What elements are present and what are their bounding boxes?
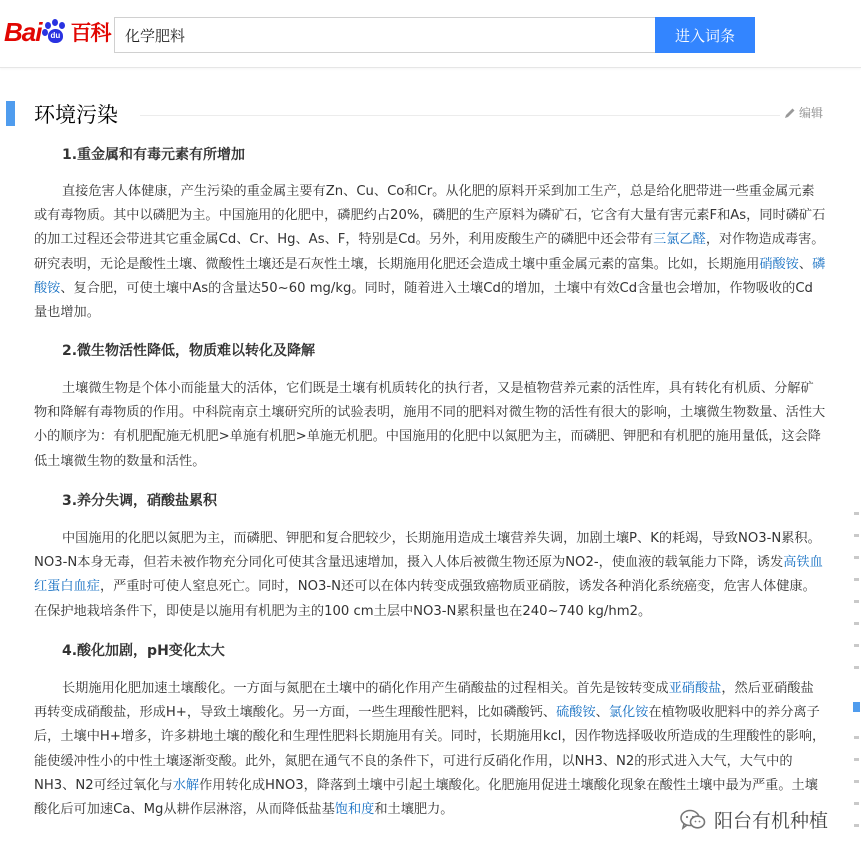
search-input[interactable] <box>115 18 656 52</box>
logo-baike-text: 百科 <box>70 21 111 45</box>
section-divider <box>140 115 780 116</box>
subsection-heading-2: 2.微生物活性降低，物质难以转化及降解 <box>62 343 316 359</box>
edit-label: 编辑 <box>799 106 824 120</box>
edit-link[interactable] <box>784 104 823 121</box>
subsection-heading-4: 4.酸化加剧，pH变化太大 <box>62 643 225 659</box>
enter-entry-button[interactable]: 进入词条 <box>655 17 755 53</box>
paragraph-text: 、 <box>798 256 813 272</box>
scrollbar-thumb[interactable] <box>853 702 860 712</box>
inline-link[interactable]: 硫酸铵 <box>556 705 596 721</box>
subsection-paragraph-4 <box>34 677 826 822</box>
inline-link[interactable]: 高铁血红蛋白血症 <box>34 555 823 595</box>
baidu-baike-logo[interactable] <box>4 15 110 49</box>
search-box[interactable] <box>114 17 656 53</box>
pencil-icon <box>784 107 796 119</box>
paragraph-text: ，然后亚硝酸盐再转变成硝酸盐，形成H+，导致土壤酸化。另一方面，一些生理酸性肥料，比如磷酸钙、 <box>34 681 814 721</box>
paragraph-text: 、 <box>595 705 609 721</box>
paragraph-text: 直接危害人体健康，产生污染的重金属主要有Zn、Cu、Co和Cr。从化肥的原料开采到加工生产，总是给化肥带进一些重金属元素或有毒物质。其中以磷肥为主。中国施用的化肥中，磷肥约占20%，磷肥的生产原料为磷矿石，它含有大量有害元素F和As，同时磷矿石的加工过程还会带进其它重金属Cd、Cr、Hg、As、F，特别是Cd。另外，利用废酸生产的磷肥中还会带有 <box>34 184 826 248</box>
inline-link[interactable]: 水解 <box>172 777 200 793</box>
subsection-heading-3: 3.养分失调，硝酸盐累积 <box>62 493 218 509</box>
subsection-paragraph-1 <box>34 180 826 325</box>
paragraph-text: ，严重时可使人窒息死亡。同时，NO3-N还可以在体内转变成强致癌物质亚硝胺，诱发各种消化系统癌变，危害人体健康。在保护地栽培条件下，即使是以施用有机肥为主的100 cm土层中NO3-N累积量也在240~740 kg/hm2。 <box>34 579 816 619</box>
paragraph-text: ，对作物造成毒害。研究表明，无论是酸性土壤、微酸性土壤还是石灰性土壤，长期施用化肥还会造成土壤中重金属元素的富集。比如，长期施用 <box>34 232 825 272</box>
subsection-paragraph-3 <box>34 527 826 624</box>
scrollbar[interactable] <box>852 510 861 854</box>
paragraph-text: 中国施用的化肥以氮肥为主，而磷肥、钾肥和复合肥较少，长期施用造成土壤营养失调，加剧土壤P、K的耗竭，导致NO3-N累积。NO3-N本身无毒，但若未被作物充分同化可使其含量迅速增加，摄入人体后被微生物还原为NO2-，使血液的载氧能力下降，诱发 <box>34 531 821 571</box>
inline-link[interactable]: 氯化铵 <box>608 705 649 721</box>
section-title: 环境污染 <box>34 103 118 127</box>
paragraph-text: 长期施用化肥加速土壤酸化。一方面与氮肥在土壤中的硝化作用产生硝酸盐的过程相关。首先是铵转变成 <box>62 681 669 696</box>
watermark-text: 阳台有机种植 <box>714 810 829 832</box>
paragraph-text: 、复合肥，可使土壤中As的含量达50~60 mg/kg。同时，随着进入土壤Cd的增加，土壤中有效Cd含量也会增加，作物吸收的Cd量也增加。 <box>34 280 813 321</box>
paragraph-text: 在植物吸收肥料中的养分离子后，土壤中H+增多，许多耕地土壤的酸化和生理性肥料长期施用有关。同时，长期施用kcl，因作物选择吸收所造成的生理酸性的影响，能使缓冲性小的中性土壤逐渐变酸。此外，氮肥在通气不良的条件下，可进行反硝化作用，以NH3、N2的形式进入大气，大气中的NH3、N2可经过氧化与 <box>34 705 826 793</box>
inline-link[interactable]: 亚硝酸盐 <box>668 681 722 696</box>
section-title-accent <box>6 101 15 126</box>
inline-link[interactable]: 三氯乙醛 <box>653 232 706 248</box>
top-header <box>0 0 861 68</box>
paw-icon <box>42 19 68 45</box>
subsection-paragraph-2 <box>34 377 826 474</box>
logo-bai-text: Bai <box>4 16 42 47</box>
wechat-icon <box>680 809 706 831</box>
inline-link[interactable]: 饱和度 <box>334 802 375 818</box>
wechat-watermark <box>676 804 832 835</box>
paragraph-text: 土壤微生物是个体小而能量大的活体，它们既是土壤有机质转化的执行者，又是植物营养元素的活性库，具有转化有机质、分解矿物和降解有毒物质的作用。中科院南京土壤研究所的试验表明，施用不同的肥料对微生物的活性有很大的影响，土壤微生物数量、活性大小的顺序为：有机肥配施无机肥>单施有机肥>单施无机肥。中国施用的化肥中以氮肥为主，而磷肥、钾肥和有机肥的施用量低，这会降低土壤微生物的数量和活性。 <box>34 381 826 469</box>
subsection-heading-1: 1.重金属和有毒元素有所增加 <box>62 147 246 163</box>
paragraph-text: 和土壤肥力。 <box>374 802 454 818</box>
inline-link[interactable]: 硝酸铵 <box>759 256 799 272</box>
logo-du-text: du <box>50 31 61 40</box>
paragraph-text: 作用转化成HNO3，降落到土壤中引起土壤酸化。化肥施用促进土壤酸化现象在酸性土壤中最为严重。土壤酸化后可加速Ca、Mg从耕作层淋溶，从而降低盐基 <box>34 777 818 818</box>
inline-link[interactable]: 磷酸铵 <box>34 256 826 296</box>
